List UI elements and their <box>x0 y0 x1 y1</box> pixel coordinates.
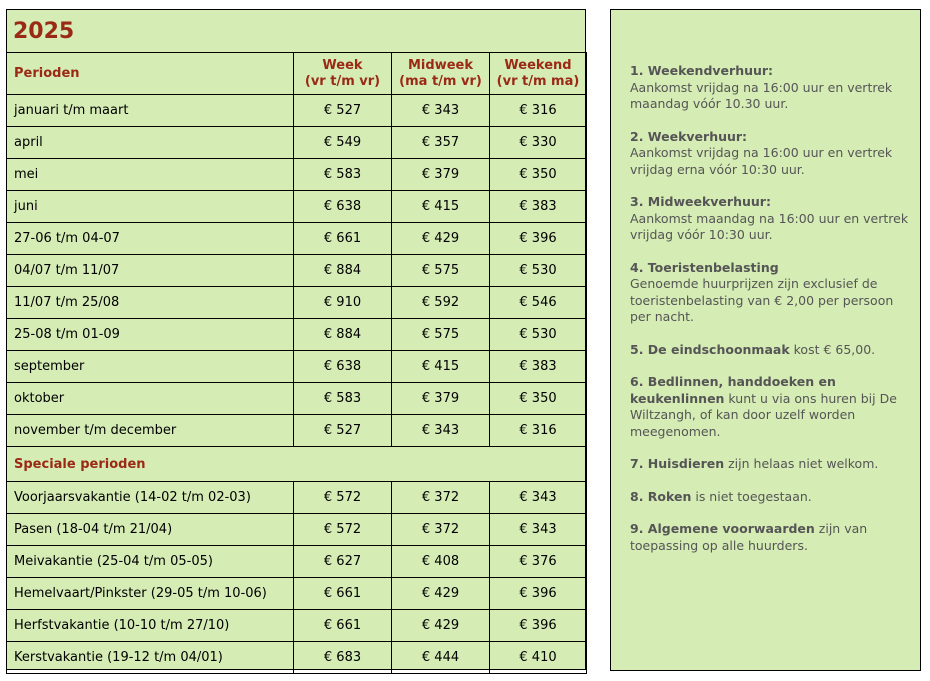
table-row <box>7 191 587 223</box>
condition-note <box>630 260 910 326</box>
week-price: € 527 <box>294 415 392 447</box>
week-price: € 683 <box>294 642 392 674</box>
week-price: € 549 <box>294 127 392 159</box>
weekend-price: € 316 <box>490 415 587 447</box>
header-week-title: Week <box>322 57 363 73</box>
midweek-price: € 444 <box>392 642 490 674</box>
condition-note-text: Genoemde huurprijzen zijn exclusief de toeristenbelasting van € 2,00 per persoon per nacht. <box>630 276 894 324</box>
period-cell: juni <box>7 191 294 223</box>
condition-note-title: 5. De eindschoonmaak <box>630 341 790 357</box>
condition-note <box>630 194 910 244</box>
week-price: € 638 <box>294 191 392 223</box>
condition-note <box>630 63 910 113</box>
header-week-sub: (vr t/m vr) <box>304 73 381 89</box>
condition-note <box>630 342 910 359</box>
condition-note-title: 3. Midweekverhuur: <box>630 194 771 209</box>
weekend-price: € 350 <box>490 383 587 415</box>
period-cell: Herfstvakantie (10-10 t/m 27/10) <box>7 610 294 642</box>
week-price: € 884 <box>294 255 392 287</box>
week-price: € 627 <box>294 546 392 578</box>
week-price: € 661 <box>294 610 392 642</box>
condition-note-title: 9. Algemene voorwaarden <box>630 521 815 536</box>
period-cell: Meivakantie (25-04 t/m 05-05) <box>7 546 294 578</box>
condition-note-title: 4. Toeristenbelasting <box>630 259 779 275</box>
weekend-price: € 383 <box>490 191 587 223</box>
period-cell: 11/07 t/m 25/08 <box>7 287 294 319</box>
condition-note-text: zijn van toepassing op alle huurders. <box>630 521 868 553</box>
table-row <box>7 642 587 674</box>
table-row <box>7 159 587 191</box>
table-row <box>7 415 587 447</box>
condition-note-text: Aankomst maandag na 16:00 uur en vertrek vrijdag vóór 10:30 uur. <box>630 210 909 242</box>
period-cell: oktober <box>7 383 294 415</box>
period-cell: mei <box>7 159 294 191</box>
week-price: € 583 <box>294 383 392 415</box>
header-weekend-title: Weekend <box>504 57 572 73</box>
header-midweek <box>392 53 490 95</box>
midweek-price: € 372 <box>392 482 490 514</box>
weekend-price: € 316 <box>490 95 587 127</box>
midweek-price: € 343 <box>392 415 490 447</box>
weekend-price: € 546 <box>490 287 587 319</box>
period-cell: Kerstvakantie (19-12 t/m 04/01) <box>7 642 294 674</box>
special-section <box>7 447 587 482</box>
period-cell: november t/m december <box>7 415 294 447</box>
special-periods-heading: Speciale perioden <box>7 447 587 482</box>
conditions-panel <box>610 9 921 671</box>
condition-note-text: zijn helaas niet welkom. <box>724 456 879 471</box>
period-cell: Voorjaarsvakantie (14-02 t/m 02-03) <box>7 482 294 514</box>
week-price: € 572 <box>294 514 392 546</box>
midweek-price: € 415 <box>392 191 490 223</box>
header-period: Perioden <box>7 53 294 95</box>
midweek-price: € 429 <box>392 610 490 642</box>
condition-note <box>630 456 910 473</box>
condition-note <box>630 489 910 506</box>
weekend-price: € 396 <box>490 223 587 255</box>
weekend-price: € 330 <box>490 127 587 159</box>
week-price: € 884 <box>294 319 392 351</box>
period-cell: Hemelvaart/Pinkster (29-05 t/m 10-06) <box>7 578 294 610</box>
condition-note-title: 2. Weekverhuur: <box>630 128 748 144</box>
weekend-price: € 396 <box>490 610 587 642</box>
midweek-price: € 408 <box>392 546 490 578</box>
period-cell: april <box>7 127 294 159</box>
condition-note-text: kost € 65,00. <box>789 341 876 357</box>
weekend-price: € 396 <box>490 578 587 610</box>
table-row <box>7 255 587 287</box>
period-cell: september <box>7 351 294 383</box>
midweek-price: € 379 <box>392 383 490 415</box>
table-row <box>7 95 587 127</box>
weekend-price: € 376 <box>490 546 587 578</box>
period-cell: 25-08 t/m 01-09 <box>7 319 294 351</box>
table-row <box>7 514 587 546</box>
table-row <box>7 578 587 610</box>
week-price: € 572 <box>294 482 392 514</box>
weekend-price: € 410 <box>490 642 587 674</box>
table-row <box>7 127 587 159</box>
midweek-price: € 592 <box>392 287 490 319</box>
period-cell: Pasen (18-04 t/m 21/04) <box>7 514 294 546</box>
week-price: € 661 <box>294 223 392 255</box>
header-midweek-sub: (ma t/m vr) <box>399 73 482 89</box>
midweek-price: € 429 <box>392 578 490 610</box>
condition-note-text: is niet toegestaan. <box>691 488 812 504</box>
header-weekend-sub: (vr t/m ma) <box>496 73 580 89</box>
header-midweek-title: Midweek <box>408 57 473 73</box>
condition-note-title: 8. Roken <box>630 488 692 504</box>
midweek-price: € 379 <box>392 159 490 191</box>
period-cell: 27-06 t/m 04-07 <box>7 223 294 255</box>
condition-note <box>630 521 910 554</box>
header-weekend <box>490 53 587 95</box>
condition-note <box>630 129 910 179</box>
midweek-price: € 575 <box>392 319 490 351</box>
rates-panel <box>6 9 586 670</box>
midweek-price: € 575 <box>392 255 490 287</box>
condition-note-text: Aankomst vrijdag na 16:00 uur en vertrek vrijdag erna vóór 10:30 uur. <box>630 145 893 177</box>
table-header-row <box>7 53 587 95</box>
year-title: 2025 <box>13 18 75 44</box>
table-row <box>7 610 587 642</box>
week-price: € 583 <box>294 159 392 191</box>
condition-note-title: 6. Bedlinnen, handdoeken en keukenlinnen <box>630 374 836 406</box>
midweek-price: € 357 <box>392 127 490 159</box>
regular-rows <box>7 95 587 447</box>
table-row <box>7 223 587 255</box>
week-price: € 661 <box>294 578 392 610</box>
condition-note-text: kunt u via ons huren bij De Wiltzangh, of kan door uzelf worden meegenomen. <box>630 390 897 439</box>
weekend-price: € 343 <box>490 482 587 514</box>
week-price: € 638 <box>294 351 392 383</box>
weekend-price: € 343 <box>490 514 587 546</box>
table-row <box>7 482 587 514</box>
period-cell: januari t/m maart <box>7 95 294 127</box>
table-row <box>7 319 587 351</box>
condition-note-title: 1. Weekendverhuur: <box>630 63 774 78</box>
table-row <box>7 287 587 319</box>
midweek-price: € 429 <box>392 223 490 255</box>
midweek-price: € 372 <box>392 514 490 546</box>
week-price: € 910 <box>294 287 392 319</box>
table-row <box>7 351 587 383</box>
weekend-price: € 530 <box>490 255 587 287</box>
period-cell: 04/07 t/m 11/07 <box>7 255 294 287</box>
special-periods-heading-row <box>7 447 587 482</box>
table-row <box>7 383 587 415</box>
table-row <box>7 546 587 578</box>
weekend-price: € 530 <box>490 319 587 351</box>
midweek-price: € 415 <box>392 351 490 383</box>
midweek-price: € 343 <box>392 95 490 127</box>
weekend-price: € 350 <box>490 159 587 191</box>
condition-note-text: Aankomst vrijdag na 16:00 uur en vertrek maandag vóór 10.30 uur. <box>630 79 893 111</box>
week-price: € 527 <box>294 95 392 127</box>
header-week <box>294 53 392 95</box>
condition-note <box>630 374 910 440</box>
rates-table <box>6 52 587 674</box>
weekend-price: € 383 <box>490 351 587 383</box>
special-rows <box>7 482 587 674</box>
condition-note-title: 7. Huisdieren <box>630 456 725 471</box>
